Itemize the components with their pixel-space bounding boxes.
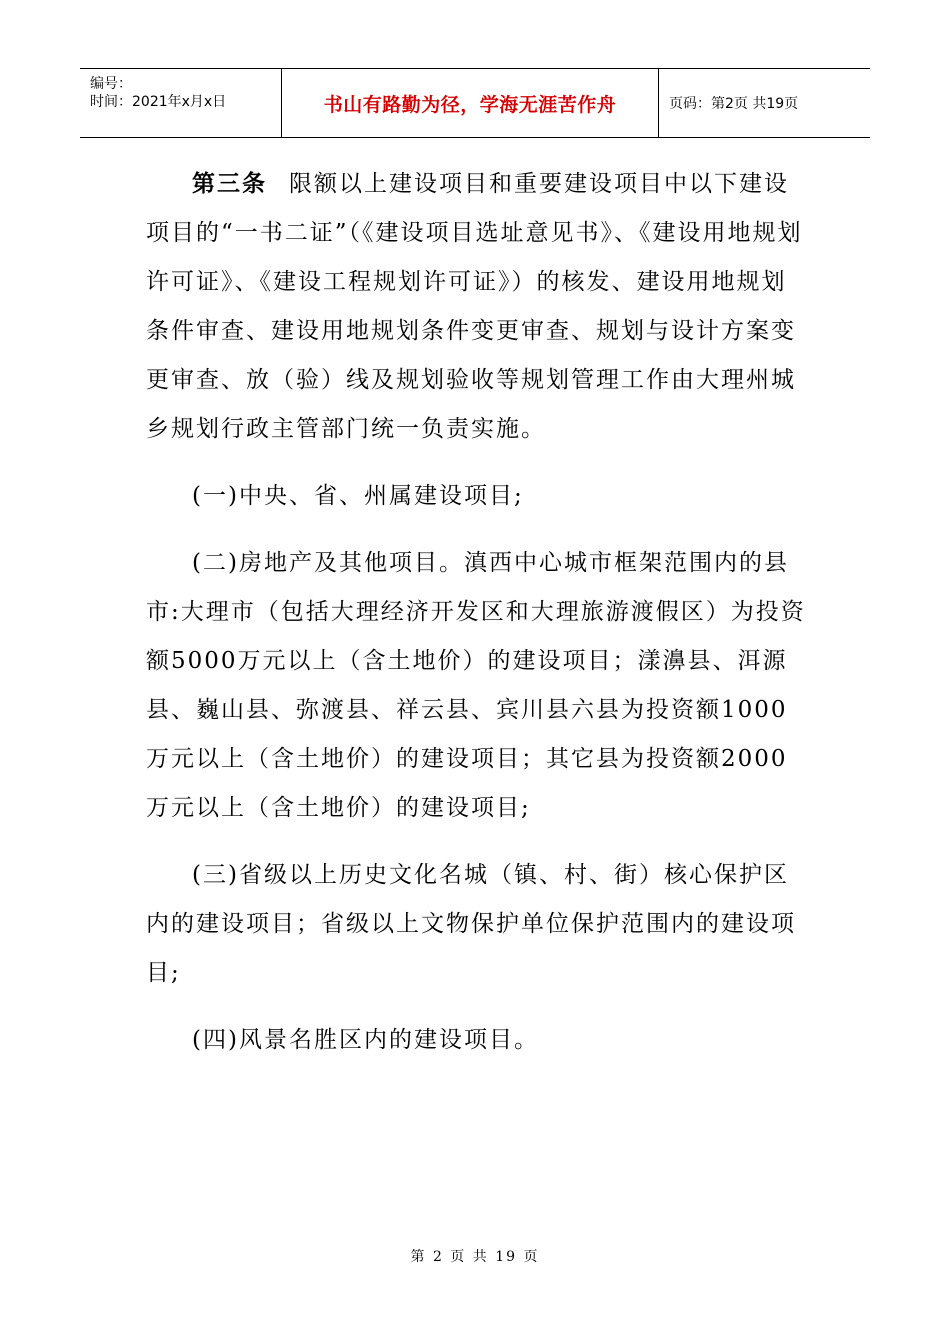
article-intro: 限额以上建设项目和重要建设项目中以下建设项目的“一书二证”（《建设项目选址意见书》、《建设用地规划许可证》、《建设工程规划许可证》）的核发、建设用地规划条件审查、建设用地规划条件变更审查、规划与设计方案变更审查、放（验）线及规划验收等规划管理工作由大理州城乡规划行政主管部门统一负责实施。: [146, 171, 803, 442]
document-body: [146, 160, 811, 1065]
article-item-4: (四)风景名胜区内的建设项目。: [192, 1027, 539, 1053]
doc-number-label: 编号：: [90, 76, 132, 92]
header-meta-cell: [80, 69, 282, 137]
page-footer: 第 2 页 共 19 页: [410, 1249, 540, 1265]
article-item-1: (一)中央、省、州属建设项目;: [192, 483, 524, 509]
document-header: [80, 68, 870, 138]
article-heading: 第三条: [192, 171, 267, 197]
header-motto: 书山有路勤为径，学海无涯苦作舟: [282, 69, 659, 137]
article-paragraph: [146, 160, 811, 454]
article-item-3: (三)省级以上历史文化名城（镇、村、街）核心保护区内的建设项目；省级以上文物保护单位保护范围内的建设项目;: [146, 862, 796, 986]
header-page-info: 页码：第2页 共19页: [669, 96, 799, 112]
article-item-2: (二)房地产及其他项目。滇西中心城市框架范围内的县市:大理市（包括大理经济开发区和大理旅游渡假区）为投资额5000万元以上（含土地价）的建设项目；漾濞县、洱源县、巍山县、弥渡县、祥云县、宾川县六县为投资额1000万元以上（含土地价）的建设项目；其它县为投资额2000万元以上（含土地价）的建设项目;: [146, 550, 806, 821]
doc-time-label: 时间：2021年x月x日: [90, 94, 227, 110]
